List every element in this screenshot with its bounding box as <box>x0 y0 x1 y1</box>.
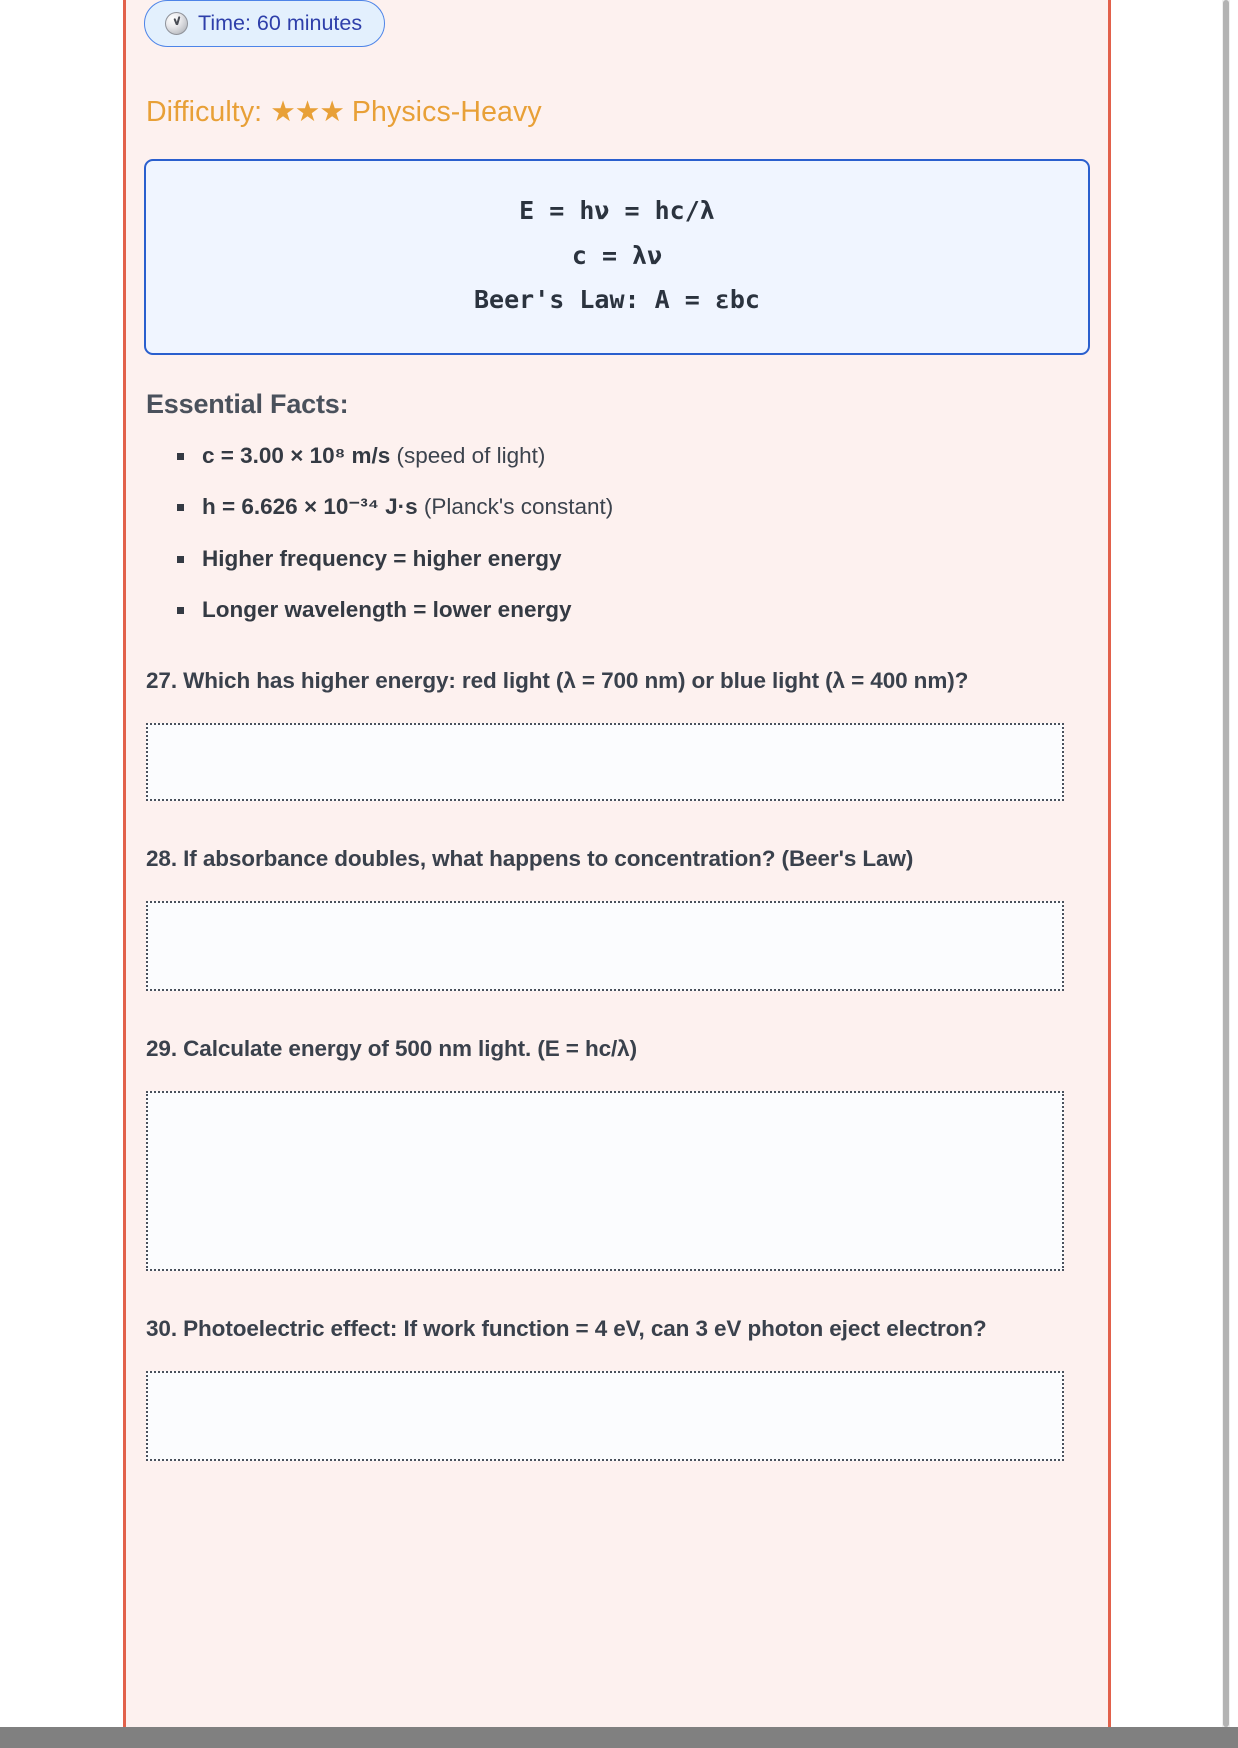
essential-facts-heading: Essential Facts: <box>146 388 349 419</box>
fact-bold: Longer wavelength = lower energy <box>202 597 572 622</box>
answer-box-30[interactable] <box>146 1371 1064 1461</box>
time-badge <box>144 0 385 47</box>
page-scrollbar[interactable] <box>1222 0 1230 1727</box>
fact-bold: Higher frequency = higher energy <box>202 545 562 571</box>
time-badge-label: Time: 60 minutes <box>198 10 363 35</box>
answer-box-27[interactable] <box>146 723 1064 801</box>
list-item <box>202 596 1090 623</box>
difficulty-line <box>146 95 1090 129</box>
formula-line: Beer's Law: A = εbc <box>474 285 760 315</box>
difficulty-stars: ★★★ <box>270 96 344 128</box>
formula-line: c = λν <box>571 240 663 270</box>
question-text-30: 30. Photoelectric effect: If work function = 4 eV, can 3 eV photon eject electron? <box>146 1315 987 1341</box>
answer-box-28[interactable] <box>146 901 1064 991</box>
list-item <box>202 493 1090 520</box>
list-item <box>202 545 1090 572</box>
fact-bold: h = 6.626 × 10⁻³⁴ J·s <box>202 494 418 520</box>
fact-note: (speed of light) <box>390 442 546 468</box>
question-text-29: 29. Calculate energy of 500 nm light. (E = hc/λ) <box>146 1036 637 1062</box>
fact-note: (Planck's constant) <box>417 494 614 520</box>
formula-line: E = hν = hc/λ <box>519 196 715 226</box>
difficulty-level: Physics-Heavy <box>351 96 542 128</box>
essential-facts-list <box>144 442 1090 624</box>
page-scrollbar-thumb[interactable] <box>1223 0 1229 1727</box>
list-item <box>202 442 1090 469</box>
question-text-27: 27. Which has higher energy: red light (λ = 700 nm) or blue light (λ = 400 nm)? <box>146 668 969 694</box>
window-bottom-bar <box>0 1727 1238 1748</box>
formula-box <box>144 159 1090 355</box>
question-text-28: 28. If absorbance doubles, what happens to concentration? (Beer's Law) <box>146 846 914 872</box>
worksheet-section-card <box>123 0 1111 1727</box>
fact-bold: c = 3.00 × 10⁸ m/s <box>202 442 391 468</box>
clock-icon <box>165 12 188 35</box>
answer-box-29[interactable] <box>146 1091 1064 1271</box>
difficulty-label: Difficulty: <box>146 96 263 128</box>
